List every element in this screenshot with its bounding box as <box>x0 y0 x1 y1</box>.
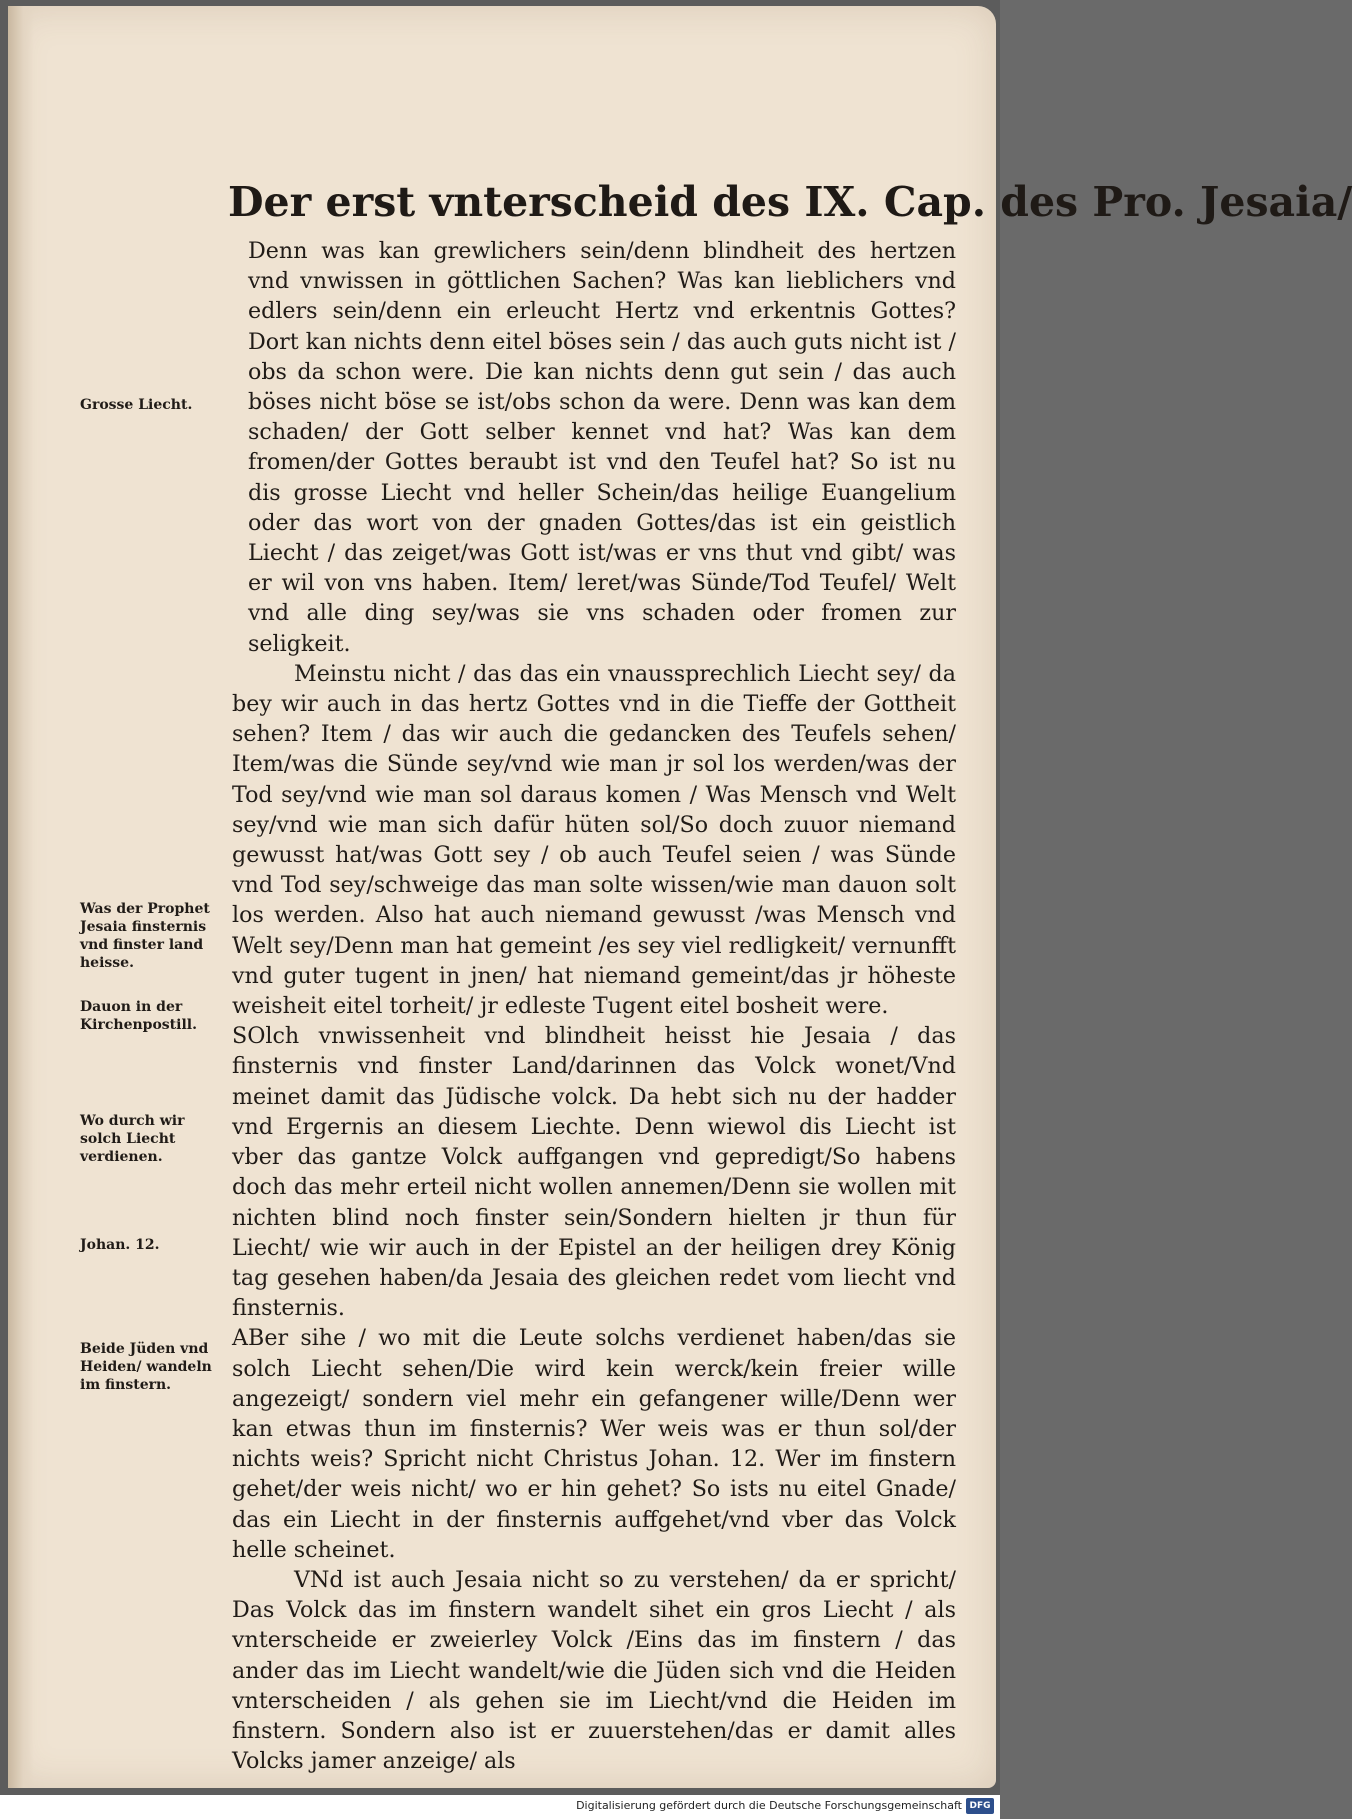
paragraph-1: Denn was kan grewlichers sein/denn blindheit des hertzen vnd vnwissen in göttlichen Sachen? Was kan lieblichers vnd edlers sein/denn ein erleucht Hertz vnd erkentnis Gottes? Dort kan nichts denn eitel böses sein / das auch guts nicht ist / obs da schon were. Die kan nichts denn gut sein / das auch böses nicht böse se ist/obs schon da were. Denn was kan dem schaden/ der Gott selber kennet vnd hat? Was kan dem fromen/der Gottes beraubt ist vnd den Teufel hat? So ist nu dis grosse Liecht vnd heller Schein/das heilige Euangelium oder das wort von der gnaden Gottes/das ist ein geistlich Liecht / das zeiget/was Gott ist/was er vns thut vnd gibt/ was er wil von vns haben. Item/ leret/was Sünde/Tod Teufel/ Welt vnd alle ding sey/was sie vns schaden oder fromen zur seligkeit. <box>248 238 956 657</box>
paragraph-2: Meinstu nicht / das das ein vnaussprechlich Liecht sey/ da bey wir auch in das hertz Gottes vnd in die Tieffe der Gottheit sehen? Item / das wir auch die gedancken des Teufels sehen/ Item/was die Sünde sey/vnd wie man jr sol los werden/was der Tod sey/vnd wie man sol daraus komen / Was Mensch vnd Welt sey/vnd wie man sich dafür hüten sol/So doch zuuor niemand gewusst hat/was Gott sey / ob auch Teufel seien / was Sünde vnd Tod sey/schweige das man solte wissen/wie man dauon solt los werden. Also hat auch niemand gewusst /was Mensch vnd Welt sey/Denn man hat gemeint /es sey viel redligkeit/ vernunfft vnd guter tugent in jnen/ hat niemand gemeint/das jr höheste weisheit eitel torheit/ jr edleste Tugent eitel bosheit were. <box>232 660 956 1020</box>
paragraph-4: ABer sihe / wo mit die Leute solchs verdienet haben/das sie solch Liecht sehen/Die wird kein werck/kein freier wille angezeigt/ sondern viel mehr ein gefangener wille/Denn wer kan etwas thun im finsternis? Wer weis was er thun sol/der nichts weis? Spricht nicht Christus Johan. 12. Wer im finstern gehet/der weis nicht/ wo er hin gehet? So ists nu eitel Gnade/ das ein Liecht in der finsternis auffgehet/vnd vber das Volck helle scheinet. <box>232 1325 956 1563</box>
funding-notice: Digitalisierung gefördert durch die Deutsche Forschungsgemeinschaft <box>576 1799 962 1812</box>
margin-note-kirchenpostill: Dauon in der Kirchenpostill. <box>80 999 197 1033</box>
page-gutter-shadow <box>8 6 34 1788</box>
paragraph-3: SOlch vnwissenheit vnd blindheit heisst hie Jesaia / das finsternis vnd finster Land/darinnen das Volck wonet/Vnd meinet damit das Jüdische volck. Da hebt sich nu der hadder vnd Ergernis an diesem Liechte. Denn wiewol dis Liecht ist vber das gantze Volck auffgangen vnd gepredigt/So habens doch das mehr erteil nicht wollen annemen/Denn sie wollen mit nichten blind noch finster sein/Sondern hielten jr thun für Liecht/ wie wir auch in der Epistel an der heiligen drey König tag gesehen haben/da Jesaia des gleichen redet vom liecht vnd finsternis. <box>232 1023 956 1322</box>
digitization-footer <box>0 1795 1000 1819</box>
margin-note-finsternis: Was der Prophet Jesaia finsternis vnd finster land heisse. <box>80 901 210 971</box>
dfg-logo-icon: DFG <box>966 1798 994 1814</box>
paragraph-5: VNd ist auch Jesaia nicht so zu verstehen/ da er spricht/ Das Volck das im finstern wandelt sihet ein gros Liecht / als vnterscheide er zweierley Volck /Eins das im finstern / das ander das im Liecht wandelt/wie die Jüden sich vnd die Heiden vnterscheiden / als gehen sie im Liecht/vnd die Heiden im finstern. Sondern also ist er zuuerstehen/das er damit alles Volcks jamer anzeige/ als <box>232 1566 956 1775</box>
margin-note-johan: Johan. 12. <box>80 1237 160 1253</box>
margin-note-grosse-liecht: Grosse Liecht. <box>80 397 193 413</box>
main-text-column <box>232 236 956 1776</box>
running-header: Der erst vnterscheid des IX. Cap. des Pro. Jesaia/ <box>228 178 1352 226</box>
margin-note-jueden-heiden: Beide Jüden vnd Heiden/ wandeln im finstern. <box>80 1341 212 1393</box>
margin-note-verdienen: Wo durch wir solch Liecht verdienen. <box>80 1113 185 1165</box>
